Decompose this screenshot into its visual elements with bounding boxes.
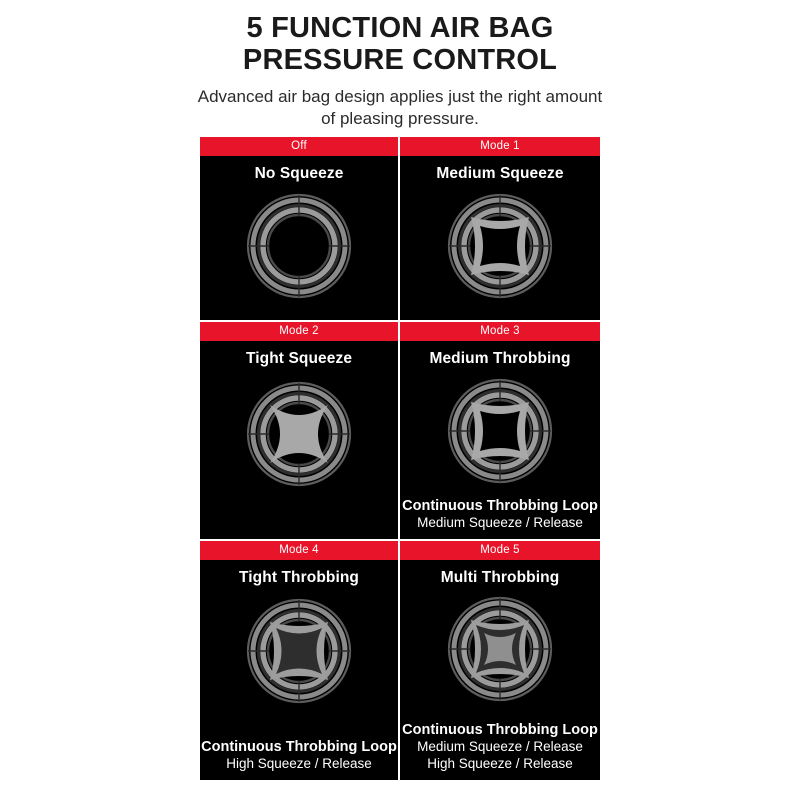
mode-notes	[200, 739, 398, 780]
mode-grid	[200, 137, 600, 780]
mode-cell-mode-3	[400, 322, 600, 539]
mode-cell-off	[200, 137, 400, 320]
mode-note: Continuous Throbbing Loop	[201, 738, 397, 755]
mode-cell-mode-5	[400, 541, 600, 780]
airbag-ring-graphic	[425, 187, 575, 310]
mode-row	[200, 541, 600, 780]
mode-badge: Mode 1	[400, 137, 600, 156]
mode-note: High Squeeze / Release	[226, 756, 372, 772]
ring-medium-throbbing-icon	[425, 372, 575, 490]
mode-note: Medium Squeeze / Release	[417, 515, 583, 531]
mode-row	[200, 137, 600, 320]
airbag-ring-graphic	[224, 591, 374, 718]
airbag-ring-graphic	[224, 187, 374, 310]
ring-open-icon	[224, 187, 374, 305]
page-subtitle: Advanced air bag design applies just the right amount of pleasing pressure.	[197, 86, 603, 129]
mode-title: Medium Throbbing	[429, 350, 571, 367]
ring-multi-throbbing-icon	[425, 591, 575, 707]
ring-medium-squeeze-icon	[425, 187, 575, 305]
airbag-ring-graphic	[224, 372, 374, 507]
mode-row	[200, 322, 600, 539]
header	[0, 0, 800, 131]
mode-note: High Squeeze / Release	[427, 756, 573, 772]
mode-title: No Squeeze	[254, 165, 344, 182]
mode-badge: Mode 3	[400, 322, 600, 341]
airbag-ring-graphic	[425, 591, 575, 712]
mode-badge: Mode 4	[200, 541, 398, 560]
mode-title: Medium Squeeze	[436, 165, 564, 182]
mode-badge: Mode 5	[400, 541, 600, 560]
mode-badge: Mode 2	[200, 322, 398, 341]
mode-notes	[400, 722, 600, 780]
ring-tight-squeeze-icon	[224, 372, 374, 502]
mode-badge: Off	[200, 137, 398, 156]
mode-cell-mode-2	[200, 322, 400, 539]
ring-tight-throbbing-icon	[224, 591, 374, 713]
mode-title: Tight Squeeze	[245, 350, 353, 367]
mode-title: Multi Throbbing	[440, 569, 560, 586]
mode-note: Continuous Throbbing Loop	[402, 721, 598, 738]
mode-note: Medium Squeeze / Release	[417, 739, 583, 755]
mode-title: Tight Throbbing	[238, 569, 359, 586]
page-title: 5 FUNCTION AIR BAG PRESSURE CONTROL	[242, 12, 558, 77]
mode-cell-mode-4	[200, 541, 400, 780]
mode-notes	[400, 498, 600, 539]
mode-cell-mode-1	[400, 137, 600, 320]
mode-note: Continuous Throbbing Loop	[402, 497, 598, 514]
airbag-ring-graphic	[425, 372, 575, 495]
